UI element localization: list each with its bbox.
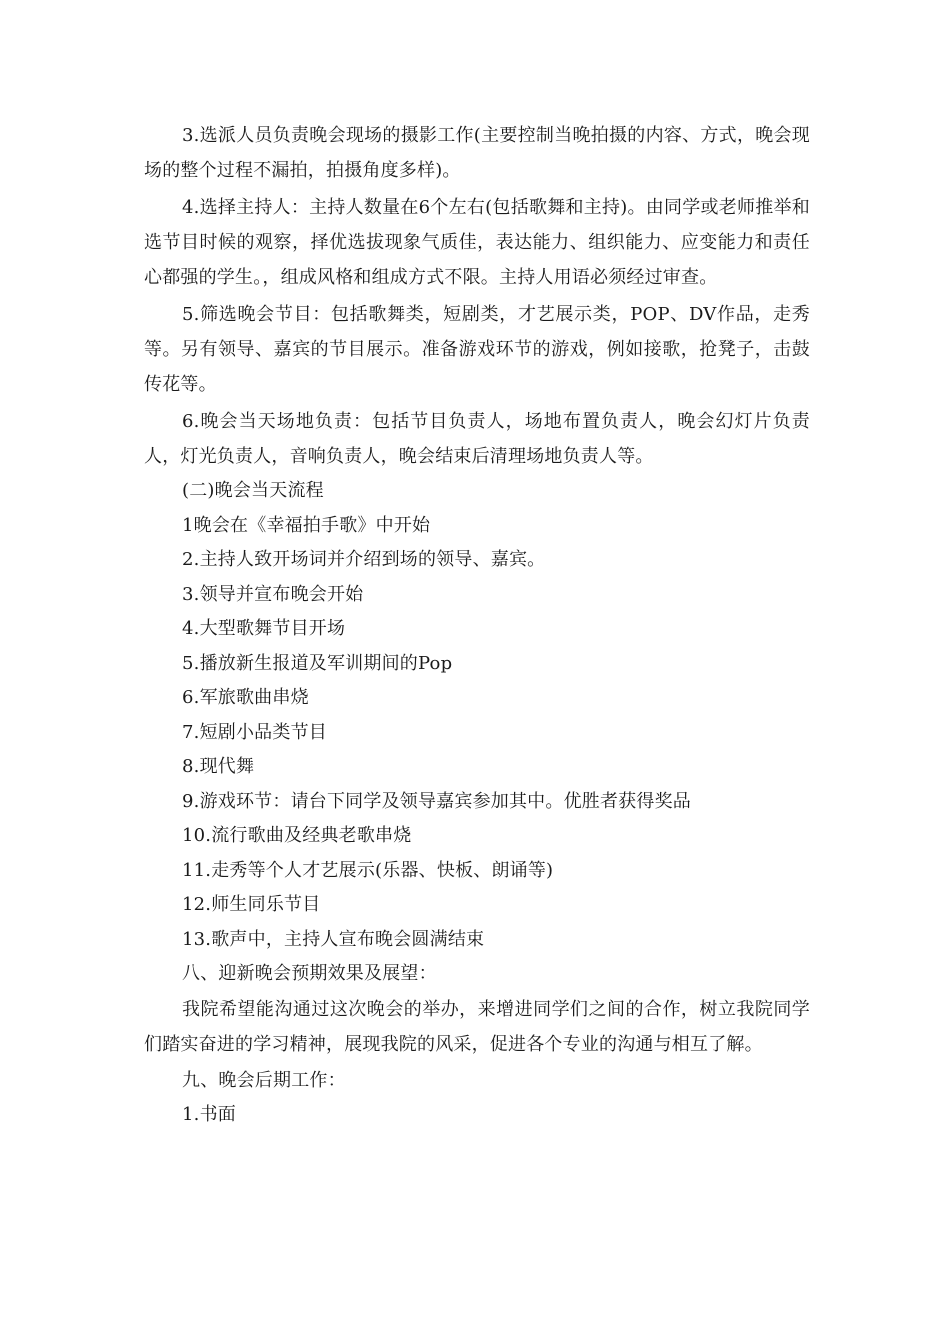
paragraph-photography: 3.选派人员负责晚会现场的摄影工作(主要控制当晚拍摄的内容、方式，晚会现场的整个过程不漏拍，拍摄角度多样)。	[144, 125, 810, 181]
flow-item: 1晚会在《幸福拍手歌》中开始	[182, 514, 431, 536]
flow-item: 4.大型歌舞节目开场	[182, 618, 346, 639]
flow-item: 10.流行歌曲及经典老歌串烧	[182, 825, 412, 846]
flow-item: 6.军旅歌曲串烧	[182, 687, 309, 708]
flow-item: 5.播放新生报道及军训期间的Pop	[182, 652, 453, 674]
section-nine-item: 1.书面	[182, 1104, 236, 1125]
flow-item: 2.主持人致开场词并介绍到场的领导、嘉宾。	[182, 549, 546, 570]
paragraph-venue-responsibility: 6.晚会当天场地负责：包括节目负责人，场地布置负责人，晚会幻灯片负责人，灯光负责人，音响负责人，晚会结束后清理场地负责人等。	[144, 411, 810, 467]
flow-item: 13.歌声中，主持人宣布晚会圆满结束	[182, 928, 485, 950]
section-eight-heading: 八、迎新晚会预期效果及展望：	[182, 963, 437, 984]
paragraph-host-selection: 4.选择主持人：主持人数量在6个左右(包括歌舞和主持)。由同学或老师推举和选节目时候的观察，择优选拔现象气质佳，表达能力、组织能力、应变能力和责任心都强的学生。，组成风格和组成方式不限。主持人用语必须经过审查。	[144, 197, 810, 288]
section-eight-body: 我院希望能沟通过这次晚会的举办，来增进同学们之间的合作，树立我院同学们踏实奋进的学习精神，展现我院的风采，促进各个专业的沟通与相互了解。	[144, 998, 810, 1055]
flow-item: 12.师生同乐节目	[182, 894, 321, 915]
paragraph-program-screening: 5.筛选晚会节目：包括歌舞类，短剧类，才艺展示类，POP、DV作品，走秀等。另有领导、嘉宾的节目展示。准备游戏环节的游戏，例如接歌，抢凳子，击鼓传花等。	[144, 304, 810, 395]
section-nine-heading: 九、晚会后期工作：	[182, 1069, 346, 1091]
flow-item: 3.领导并宣布晚会开始	[182, 583, 364, 605]
flow-item: 9.游戏环节：请台下同学及领导嘉宾参加其中。优胜者获得奖品	[182, 790, 691, 812]
flow-item: 7.短剧小品类节目	[182, 721, 327, 743]
flow-heading: (二)晚会当天流程	[182, 480, 324, 501]
flow-item: 8.现代舞	[182, 756, 255, 777]
flow-item: 11.走秀等个人才艺展示(乐器、快板、朗诵等)	[182, 859, 554, 881]
document-page	[144, 118, 810, 1133]
